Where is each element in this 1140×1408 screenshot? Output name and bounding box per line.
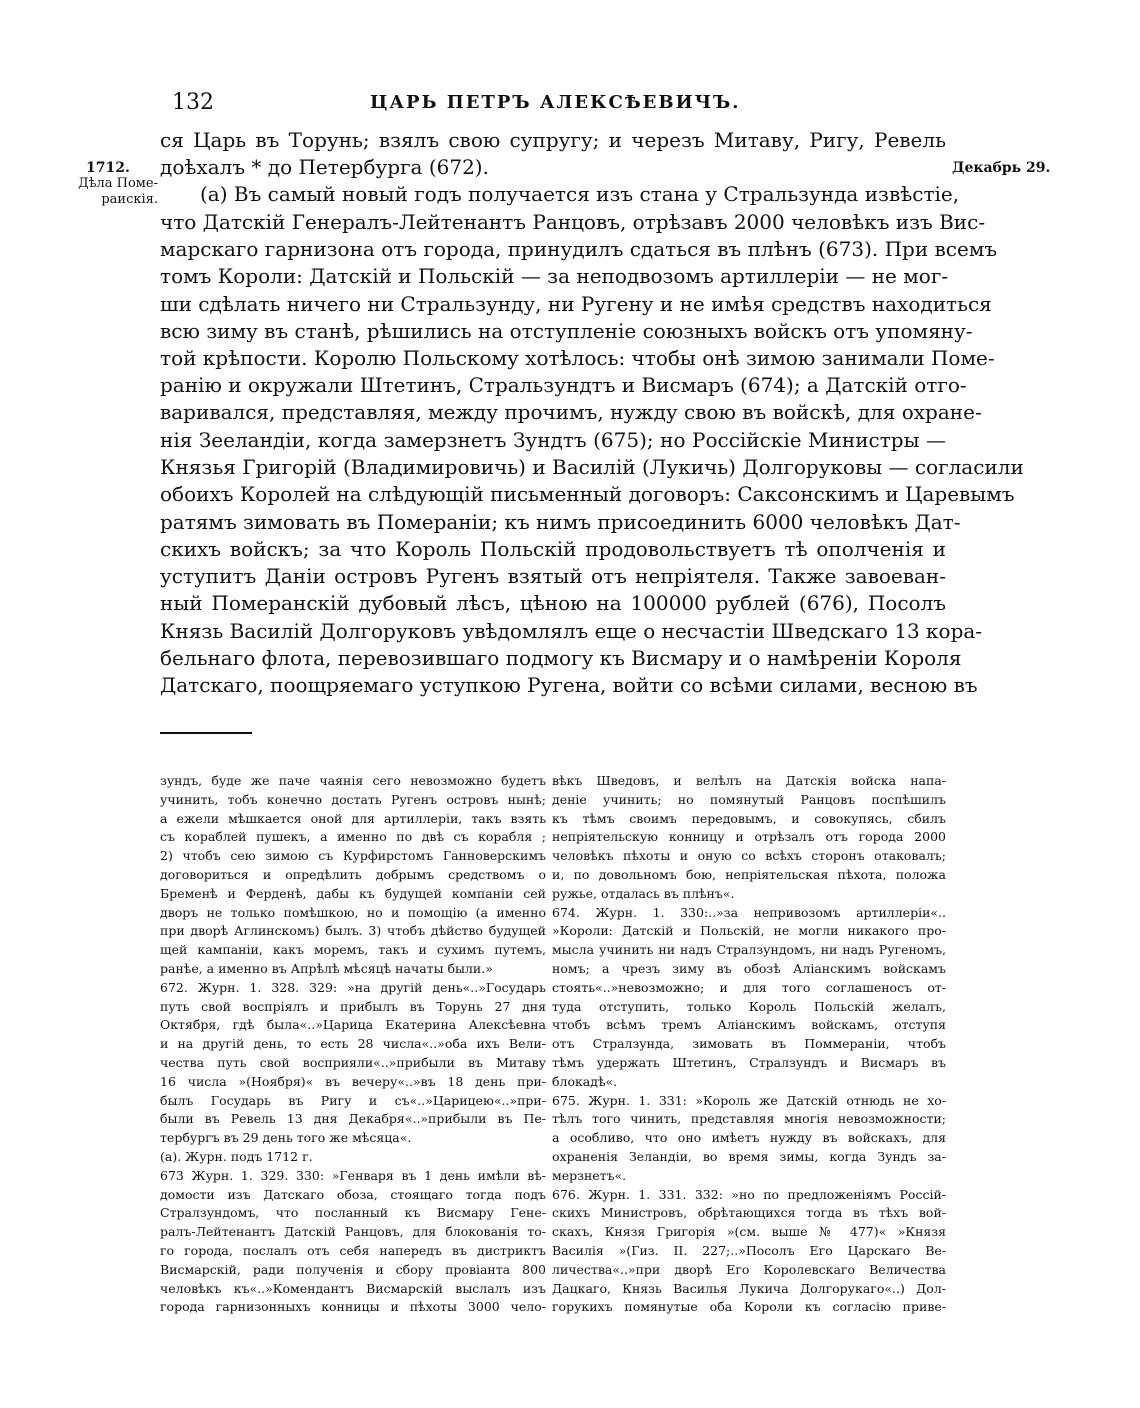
footnote-line: охраненія Зеландіи, во время зимы, когда Зундъ за- — [552, 1148, 946, 1164]
main-line: уступитъ Даніи островъ Ругенъ взятый отъ непріятеля. Также завоеван- — [160, 564, 946, 588]
footnote-line: 16 числа »(Ноября)« въ вечеру«..»въ 18 день при- — [160, 1073, 546, 1089]
footnote-line: туда отступить, только Король Польскій желалъ, — [552, 998, 946, 1014]
footnotes-right — [552, 772, 946, 1317]
footnote-line: Дацкаго, Князь Василья Лукича Долгорукаго«..) Дол- — [552, 1280, 946, 1296]
running-head: ЦАРЬ ПЕТРЪ АЛЕКСѢЕВИЧЪ. — [370, 92, 741, 113]
margin-year: 1712. — [86, 160, 130, 176]
footnote-line: непріятельскую конницу и отрѣзалъ отъ города 2000 — [552, 829, 946, 845]
footnote-line: съ кораблей пушекъ, а именно по двѣ съ корабля ; — [160, 829, 546, 845]
main-line: той крѣпости. Королю Польскому хотѣлось: чтобы онѣ зимою занимали Поме- — [160, 346, 995, 370]
main-line: ши сдѣлать ничего ни Стральзунду, ни Ругену и не имѣя средствъ находиться — [160, 292, 992, 316]
footnote-line: чтобъ всѣмъ тремъ Аліанскимъ войскамъ, отступя — [552, 1017, 946, 1033]
footnote-line: ружье, отдалась въ плѣнъ«. — [552, 885, 735, 901]
main-line: Князь Василій Долгоруковъ увѣдомлялъ еще о несчастіи Шведскаго 13 кора- — [160, 619, 983, 643]
footnote-line: тѣлъ того чинить, представляя многія невозможности; — [552, 1111, 946, 1127]
footnote-line: города гарнизонныхъ конницы и пѣхоты 3000 чело- — [160, 1299, 546, 1315]
footnote-line: и на другій день, то есть 28 числа«..»оба ихъ Вели- — [160, 1036, 546, 1052]
main-line: ратямъ зимовать въ Помераніи; къ нимъ присоединить 6000 человѣкъ Дат- — [160, 510, 961, 534]
main-line: скихъ войскъ; за что Король Польскій продовольствуетъ тѣ ополченія и — [160, 537, 946, 561]
main-line: ся Царь въ Торунь; взялъ свою супругу; и черезъ Митаву, Ригу, Ревель — [160, 128, 946, 152]
footnote-line: номъ; а чрезъ зиму въ обозѣ Аліанскимъ войскамъ — [552, 960, 946, 976]
footnote-line: были въ Ревель 13 дня Декабря«..»прибыли въ Пе- — [160, 1111, 546, 1127]
footnote-line: горукихъ помянутые оба Короли къ согласію приве- — [552, 1299, 946, 1315]
footnote-line: мерзнетъ«. — [552, 1167, 627, 1183]
footnote-line: при дворѣ Аглинскомъ) былъ. 3) чтобъ дѣйство будущей — [160, 923, 546, 939]
footnote-line: договориться и опредѣлить добрымъ средствомъ о — [160, 866, 546, 882]
footnote-line: скахъ, Князя Григорія »(см. выше № 477)« »Князя — [552, 1224, 946, 1240]
footnote-line: деніе учинить; но помянутый Ранцовъ поспѣшилъ — [552, 791, 946, 807]
footnote-line: 674. Журн. 1. 330:..»за непривозомъ артиллеріи«.. — [552, 904, 946, 920]
footnote-line: путь свой воспріялъ и прибылъ въ Торунь 27 дня — [160, 998, 546, 1014]
main-line: марскаго гарнизона отъ города, принудилъ сдаться въ плѣнъ (673). При всемъ — [160, 237, 998, 261]
main-line: ранію и окружали Штетинъ, Стральзундтъ и Висмаръ (674); а Датскій отго- — [160, 373, 967, 397]
footnote-line: »Короли: Датскій и Польскій, не могли никакого про- — [552, 923, 946, 939]
footnote-line: мысла учинить ни надъ Стралзундомъ, ни надъ Ругеномъ, — [552, 942, 946, 958]
main-line: бельнаго флота, перевозившаго подмогу къ Висмару и о намѣреніи Короля — [160, 646, 962, 670]
footnote-line: человѣкъ къ«..»Комендантъ Висмарскій выслалъ изъ — [160, 1280, 546, 1296]
footnote-line: Бременѣ и Ферденѣ, дабы къ будущей компаніи сей — [160, 885, 546, 901]
footnote-line: ранѣе, а именно въ Апрѣлѣ мѣсяцѣ начаты были.» — [160, 960, 493, 976]
footnote-line: учинить, тобъ конечно достать Ругенъ островъ нынѣ; — [160, 791, 546, 807]
footnote-line: человѣкъ пѣхоты и оную со всѣхъ сторонъ отаковалъ; — [552, 848, 946, 864]
footnote-line: стоять«..»невозможно; и для того соглашеносъ от- — [552, 979, 946, 995]
footnote-line: и, по довольномъ бою, непріятельская пѣхота, положа — [552, 866, 946, 882]
margin-note: Дѣла Поме-раискія. — [78, 176, 158, 207]
footnote-line: 675. Журн. 1. 331: »Король же Датскій отнюдь не хо- — [552, 1092, 946, 1108]
footnote-line: домости изъ Датскаго обоза, стоящаго тогда подъ — [160, 1186, 546, 1202]
footnote-line: зундъ, буде же паче чаянія сего невозможно будетъ — [160, 773, 546, 788]
margin-date: Декабрь 29. — [952, 160, 1051, 176]
main-line: томъ Короли: Датскій и Польскій — за неподвозомъ артиллеріи — не мог- — [160, 264, 949, 288]
footnote-line: вѣкъ Шведовъ, и велѣлъ на Датскія войска напа- — [552, 773, 946, 788]
footnote-line: (а). Журн. подъ 1712 г. — [160, 1148, 313, 1164]
main-line: Датскаго, поощряемаго уступкою Ругена, войти со всѣми силами, весною въ — [160, 673, 978, 697]
main-line: нія Зееландіи, когда замерзнетъ Зундтъ (675); но Россійскіе Министры — — [160, 428, 946, 452]
page-number: 132 — [172, 90, 214, 115]
footnote-line: а особливо, что оно имѣетъ нужду въ войскахъ, для — [552, 1130, 946, 1146]
main-line: Князья Григорій (Владимировичь) и Василій (Лукичь) Долгоруковы — согласили — [160, 455, 1024, 479]
footnote-line: 676. Журн. 1. 331. 332: »но по предложеніямъ Россій- — [552, 1186, 946, 1202]
footnote-line: былъ Государь въ Ригу и съ«..»Царицею«..»при- — [160, 1092, 546, 1108]
footnotes-left — [160, 772, 546, 1317]
main-line: (а) Въ самый новый годъ получается изъ стана у Стральзунда извѣстіе, — [200, 182, 960, 206]
footnote-line: щей кампаніи, какъ моремъ, такъ и сухимъ путемъ, — [160, 942, 546, 958]
footnote-line: 2) чтобъ сею зимою съ Курфирстомъ Ганноверскимъ — [160, 848, 546, 864]
footnote-line: скихъ Министровъ, обрѣтающихся тогда въ тѣхъ вой- — [552, 1205, 946, 1221]
footnote-line: тѣмъ удержать Штетинъ, Стралзундъ и Висмаръ въ — [552, 1054, 946, 1070]
main-line: обоихъ Королей на слѣдующій письменный договоръ: Саксонскимъ и Царевымъ — [160, 482, 1015, 506]
footnote-line: тербургъ въ 29 день того же мѣсяца«. — [160, 1130, 412, 1146]
footnote-line: личества«..»при дворѣ Его Королевскаго Величества — [552, 1261, 946, 1277]
footnote-line: Стралзундомъ, что посланный къ Висмару Гене- — [160, 1205, 546, 1221]
footnote-line: чества путь свой восприяли«..»прибыли въ Митаву — [160, 1054, 546, 1070]
footnote-line: 673 Журн. 1. 329. 330: »Генваря въ 1 день имѣли вѣ- — [160, 1167, 546, 1183]
footnote-line: Висмарскій, ради полученія и сбору провіанта 800 — [160, 1261, 546, 1277]
footnote-line: Октября, гдѣ была«..»Царица Екатерина Алексѣевна — [160, 1017, 546, 1033]
main-line: доѣхалъ * до Петербурга (672). — [160, 155, 489, 179]
footnote-rule — [160, 732, 252, 734]
main-line: варивался, представляя, между прочимъ, нужду свою въ войскѣ, для охране- — [160, 400, 982, 424]
footnote-line: къ тѣмъ своимъ передовымъ, и совокупясь, сбилъ — [552, 810, 946, 826]
footnote-line: дворъ не только помѣшкою, но и помощію (а именно — [160, 904, 546, 920]
footnote-line: ралъ-Лейтенантъ Датскій Ранцовъ, для блокованія то- — [160, 1224, 546, 1240]
main-line: ный Померанскій дубовый лѣсъ, цѣною на 100000 рублей (676), Посолъ — [160, 591, 946, 615]
main-line: всю зиму въ станѣ, рѣшились на отступленіе союзныхъ войскъ отъ упомяну- — [160, 319, 973, 343]
footnote-line: го города, послалъ отъ себя напередъ въ дистриктъ — [160, 1242, 546, 1258]
footnote-line: а ежели мѣшкается оной для артиллеріи, такъ взять — [160, 810, 546, 826]
footnote-line: отъ Стралзунда, зимовать въ Поммераніи, чтобъ — [552, 1036, 946, 1052]
footnote-line: Василія »(Гиз. II. 227;..»Посолъ Его Царскаго Ве- — [552, 1242, 946, 1258]
main-line: что Датскій Генералъ-Лейтенантъ Ранцовъ, отрѣзавъ 2000 человѣкъ изъ Вис- — [160, 210, 986, 234]
footnote-line: 672. Журн. 1. 328. 329: »на другій день«..»Государь — [160, 979, 546, 995]
footnote-line: блокадѣ«. — [552, 1073, 618, 1089]
